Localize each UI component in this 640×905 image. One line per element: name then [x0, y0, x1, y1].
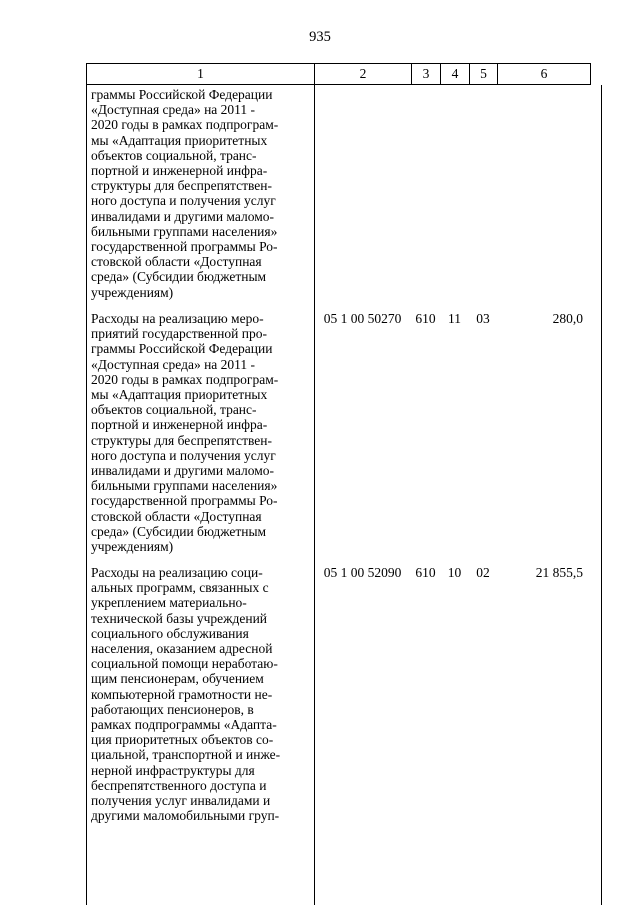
- description-line: Расходы на реализацию соци-: [91, 565, 263, 580]
- header-col-1: 1: [87, 64, 315, 84]
- description-line: учреждениям): [91, 539, 174, 555]
- description-line: структуры для беспрепятствен-: [91, 432, 272, 448]
- row-description: [86, 311, 314, 554]
- table-row: [86, 87, 589, 300]
- section: 11: [448, 311, 461, 326]
- description-line: среда» (Субсидии бюджетным: [91, 523, 267, 539]
- description-line: другими маломобильными груп-: [91, 808, 280, 824]
- expense-type: [411, 87, 440, 300]
- description-line: беспрепятственного доступа и: [91, 777, 267, 793]
- amount: 280,0: [552, 311, 583, 326]
- description-line: компьютерной грамотности не-: [91, 686, 273, 702]
- description-line: структуры для беспрепятствен-: [91, 178, 272, 194]
- header-col-6: 6: [540, 66, 548, 81]
- description-line: инвалидами и другими маломо-: [91, 463, 274, 479]
- description-line: ция приоритетных объектов со-: [91, 732, 274, 748]
- description-line: государственной программы Ро-: [91, 493, 278, 509]
- table-row: [86, 311, 589, 554]
- description-line: мы «Адаптация приоритетных: [91, 387, 268, 403]
- description-line: бильными группами населения»: [91, 478, 278, 494]
- description-line: получения услуг инвалидами и: [91, 793, 271, 809]
- amount: 21 855,5: [535, 565, 583, 580]
- description-line: мы «Адаптация приоритетных: [91, 132, 268, 148]
- description-line: инвалидами и другими маломо-: [91, 208, 274, 224]
- description-line: граммы Российской Федерации: [91, 341, 273, 357]
- description-line: ного доступа и получения услуг: [91, 447, 276, 463]
- header-col-2: 2: [315, 64, 412, 84]
- description-line: циальной, транспортной и инже-: [91, 747, 281, 763]
- expense-type: 610: [415, 311, 436, 326]
- subsection: 03: [476, 311, 490, 326]
- description-line: социального обслуживания: [91, 625, 249, 641]
- page-number: 935: [309, 29, 331, 45]
- description-line: «Доступная среда» на 2011 -: [91, 356, 256, 372]
- subsection: [469, 87, 497, 300]
- description-line: рамках подпрограммы «Адапта-: [91, 717, 277, 733]
- column-rule: [601, 85, 602, 905]
- description-line: среда» (Субсидии бюджетным: [91, 269, 267, 285]
- table-row: [86, 565, 589, 823]
- budget-code: 05 1 00 50270: [323, 311, 402, 326]
- description-line: работающих пенсионеров, в: [91, 701, 254, 717]
- description-line: нерной инфраструктуры для: [91, 762, 255, 778]
- expense-type: 610: [415, 565, 436, 580]
- description-line: объектов социальной, транс-: [91, 147, 257, 163]
- section: [440, 87, 469, 300]
- description-line: учреждениям): [91, 284, 174, 300]
- description-line: государственной программы Ро-: [91, 239, 278, 255]
- description-line: Расходы на реализацию меро-: [91, 311, 264, 326]
- description-line: 2020 годы в рамках подпрограм-: [91, 117, 279, 133]
- description-line: портной и инженерной инфра-: [91, 163, 268, 179]
- amount: [497, 87, 589, 300]
- description-line: ного доступа и получения услуг: [91, 193, 276, 209]
- description-line: технической базы учреждений: [91, 610, 268, 626]
- description-line: социальной помощи неработаю-: [91, 656, 278, 672]
- description-line: портной и инженерной инфра-: [91, 417, 268, 433]
- description-line: граммы Российской Федерации: [91, 87, 273, 102]
- budget-code: [314, 87, 411, 300]
- description-line: стовской области «Доступная: [91, 508, 262, 524]
- description-line: «Доступная среда» на 2011 -: [91, 102, 256, 118]
- subsection: 02: [476, 565, 490, 580]
- description-line: альных программ, связанных с: [91, 580, 269, 596]
- table-header: [86, 63, 591, 85]
- row-description: [86, 87, 314, 300]
- description-line: 2020 годы в рамках подпрограм-: [91, 371, 279, 387]
- description-line: укреплением материально-: [91, 595, 247, 611]
- row-description: [86, 565, 314, 823]
- description-line: населения, оказанием адресной: [91, 641, 273, 657]
- description-line: бильными группами населения»: [91, 223, 278, 239]
- section: 10: [447, 565, 462, 580]
- header-col-5: 5: [470, 64, 498, 84]
- budget-code: 05 1 00 52090: [323, 565, 402, 580]
- description-line: приятий государственной про-: [91, 326, 267, 342]
- description-line: объектов социальной, транс-: [91, 402, 257, 418]
- header-col-4: 4: [441, 64, 470, 84]
- header-col-3: 3: [412, 64, 441, 84]
- description-line: щим пенсионерам, обучением: [91, 671, 264, 687]
- description-line: стовской области «Доступная: [91, 254, 262, 270]
